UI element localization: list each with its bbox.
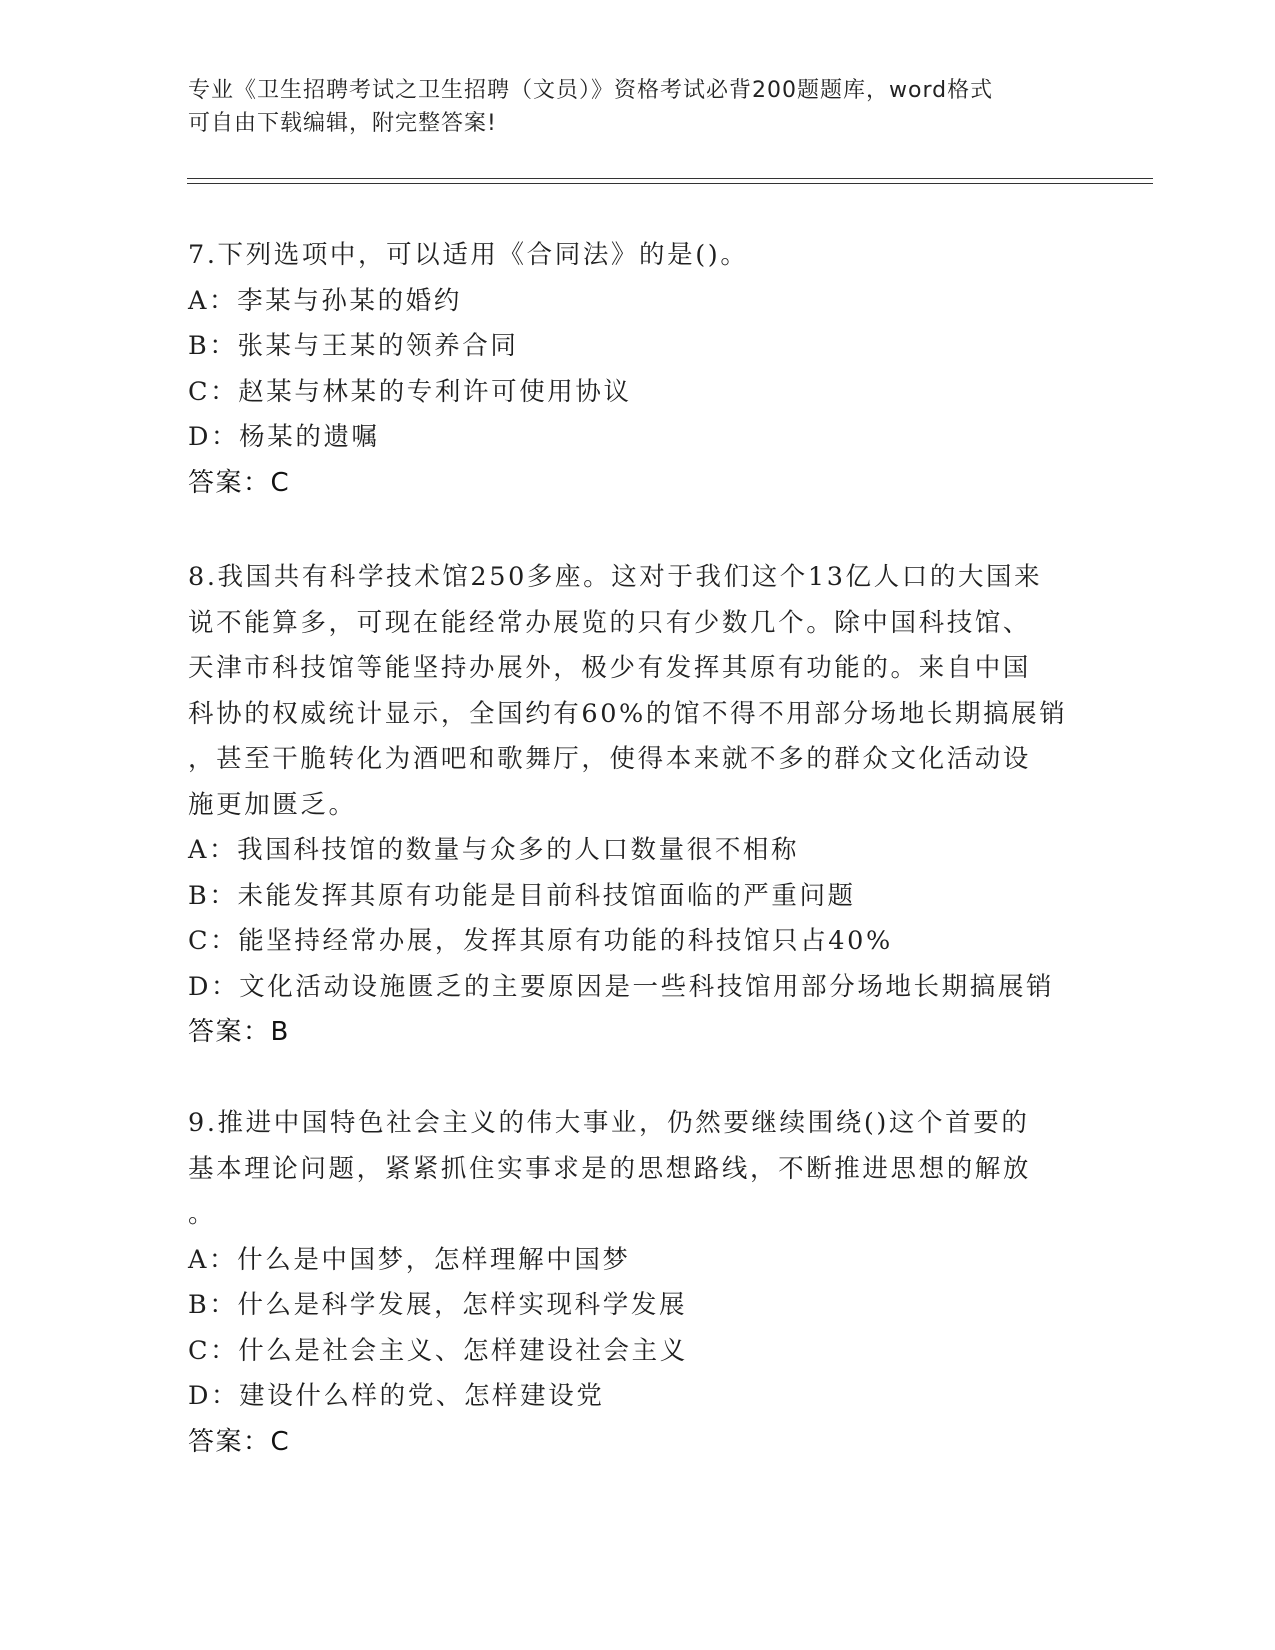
question-stem-line: 天津市科技馆等能坚持办展外，极少有发挥其原有功能的。来自中国 — [188, 653, 1032, 683]
question-stem-line: 基本理论问题，紧紧抓住实事求是的思想路线，不断推进思想的解放 — [188, 1153, 1032, 1184]
question-8 — [188, 555, 1088, 1056]
answer-label: 答案：B — [188, 1017, 290, 1047]
option-c: C：能坚持经常办展，发挥其原有功能的科技馆只占40% — [188, 926, 893, 956]
answer-label: 答案：C — [188, 467, 291, 498]
option-a: A：什么是中国梦，怎样理解中国梦 — [188, 1244, 631, 1275]
question-stem-line: 科协的权威统计显示，全国约有60%的馆不得不用部分场地长期搞展销 — [188, 698, 1068, 729]
answer-label: 答案：C — [188, 1426, 291, 1457]
question-7 — [188, 233, 1088, 506]
option-a: A：李某与孙某的婚约 — [188, 285, 462, 316]
header-line-2: 可自由下载编辑，附完整答案! — [188, 111, 497, 136]
option-d: D：杨某的遗嘱 — [188, 422, 380, 452]
option-a: A：我国科技馆的数量与众多的人口数量很不相称 — [188, 835, 800, 865]
document-header — [188, 74, 1088, 140]
header-divider-bottom — [187, 183, 1153, 184]
question-stem-line: 施更加匮乏。 — [188, 789, 357, 820]
question-stem-line: 7.下列选项中，可以适用《合同法》的是()。 — [188, 240, 749, 270]
option-b: B：什么是科学发展，怎样实现科学发展 — [188, 1290, 688, 1320]
option-c: C：什么是社会主义、怎样建设社会主义 — [188, 1335, 688, 1366]
question-stem-line: ，甚至干脆转化为酒吧和歌舞厅，使得本来就不多的群众文化活动设 — [188, 744, 1032, 774]
question-stem-line: 。 — [188, 1199, 217, 1229]
option-c: C：赵某与林某的专利许可使用协议 — [188, 376, 632, 407]
question-stem-line: 9.推进中国特色社会主义的伟大事业，仍然要继续围绕()这个首要的 — [188, 1108, 1030, 1138]
option-b: B：张某与王某的领养合同 — [188, 331, 519, 361]
question-stem-line: 说不能算多，可现在能经常办展览的只有少数几个。除中国科技馆、 — [188, 607, 1032, 638]
question-stem-line: 8.我国共有科学技术馆250多座。这对于我们这个13亿人口的大国来 — [188, 562, 1043, 592]
question-9 — [188, 1101, 1088, 1465]
option-d: D：文化活动设施匮乏的主要原因是一些科技馆用部分场地长期搞展销 — [188, 971, 1055, 1002]
option-d: D：建设什么样的党、怎样建设党 — [188, 1381, 605, 1411]
header-divider-top — [187, 178, 1153, 179]
header-line-1: 专业《卫生招聘考试之卫生招聘（文员）》资格考试必背200题题库，word格式 — [188, 78, 994, 103]
option-b: B：未能发挥其原有功能是目前科技馆面临的严重问题 — [188, 880, 856, 911]
